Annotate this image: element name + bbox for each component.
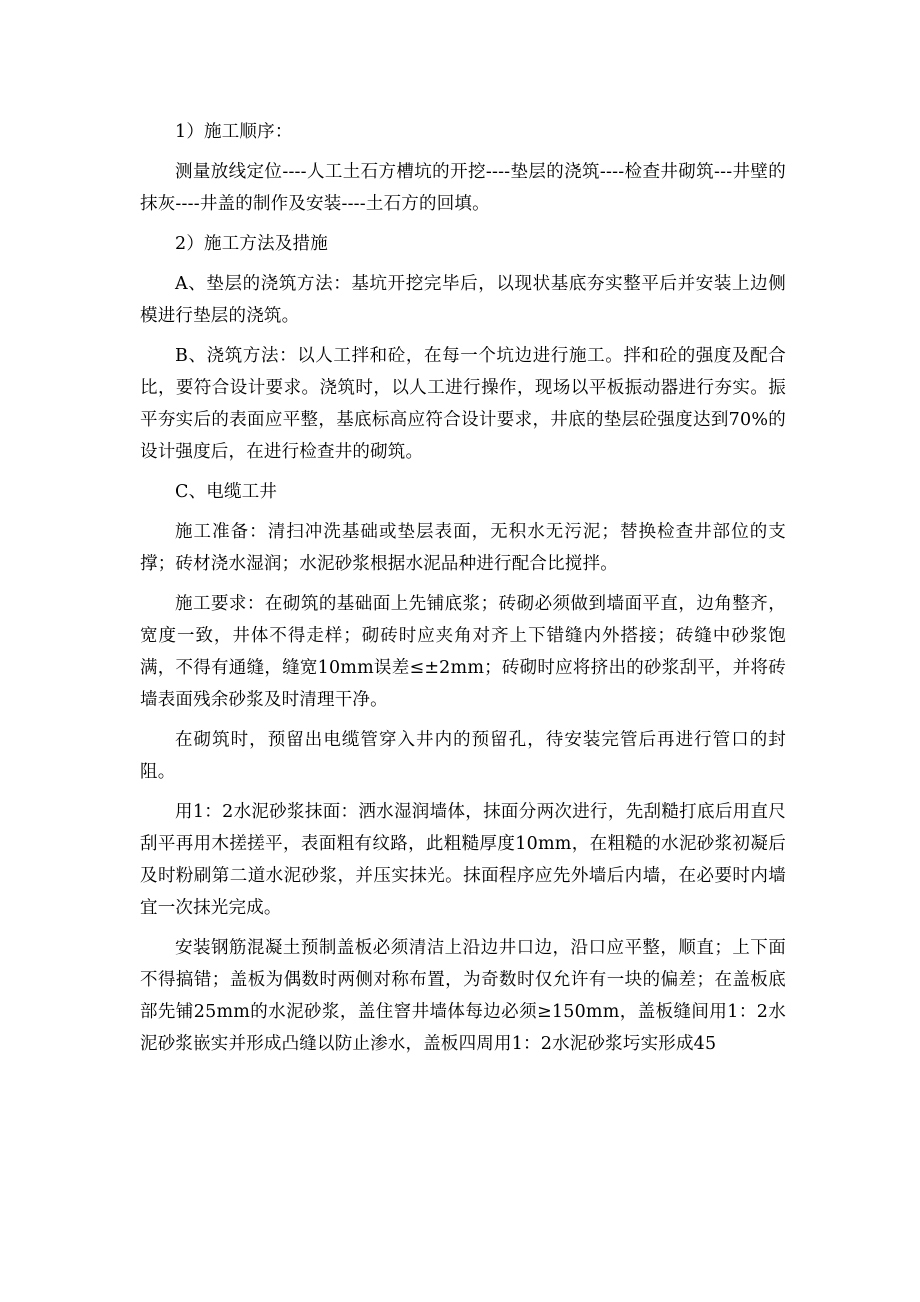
paragraph-cushion-pouring: A、垫层的浇筑方法：基坑开挖完毕后，以现状基底夯实整平后并安装上边侧模进行垫层的浇筑。 xyxy=(140,274,786,326)
paragraph-plastering: 用1：2水泥砂浆抹面：洒水湿润墙体，抹面分两次进行，先刮糙打底后用直尺刮平再用木搓搓平，表面粗有纹路，此粗糙厚度10mm，在粗糙的水泥砂浆初凝后及时粉刷第二道水泥砂浆，并压实抹光。抹面程序应先外墙后内墙，在必要时内墙宜一次抹光完成。 xyxy=(140,802,786,918)
heading-construction-sequence: 1）施工顺序： xyxy=(175,122,293,142)
paragraph-pouring-method: B、浇筑方法：以人工拌和砼，在每一个坑边进行施工。拌和砼的强度及配合比，要符合设计要求。浇筑时，以人工进行操作，现场以平板振动器进行夯实。振平夯实后的表面应平整，基底标高应符合设计要求，井底的垫层砼强度达到70%的设计强度后，在进行检查井的砌筑。 xyxy=(140,346,786,462)
paragraph-cover-installation: 安装钢筋混凝土预制盖板必须清洁上沿边井口边，沿口应平整，顺直；上下面不得搞错；盖板为偶数时两侧对称布置，为奇数时仅允许有一块的偏差；在盖板底部先铺25mm的水泥砂浆，盖住窨井墙体每边必须≥150mm，盖板缝间用1：2水泥砂浆嵌实并形成凸缝以防止渗水，盖板四周用1：2水泥砂浆圬实形成45 xyxy=(140,938,786,1054)
document-body xyxy=(140,116,786,1060)
heading-methods-measures: 2）施工方法及措施 xyxy=(175,234,328,254)
paragraph-sequence-steps: 测量放线定位----人工土石方槽坑的开挖----垫层的浇筑----检查井砌筑---井壁的抹灰----井盖的制作及安装----土石方的回填。 xyxy=(140,162,786,214)
heading-cable-well: C、电缆工井 xyxy=(175,482,278,502)
paragraph-requirements: 施工要求：在砌筑的基础面上先铺底浆；砖砌必须做到墙面平直，边角整齐，宽度一致，井体不得走样；砌砖时应夹角对齐上下错缝内外搭接；砖缝中砂浆饱满，不得有通缝，缝宽10mm误差≤±2mm；砖砌时应将挤出的砂浆刮平，并将砖墙表面残余砂浆及时清理干净。 xyxy=(140,594,786,710)
paragraph-reserved-holes: 在砌筑时，预留出电缆管穿入井内的预留孔，待安装完管后再进行管口的封阻。 xyxy=(140,730,786,782)
paragraph-preparation: 施工准备：清扫冲洗基础或垫层表面，无积水无污泥；替换检查井部位的支撑；砖材浇水湿润；水泥砂浆根据水泥品种进行配合比搅拌。 xyxy=(140,522,786,574)
